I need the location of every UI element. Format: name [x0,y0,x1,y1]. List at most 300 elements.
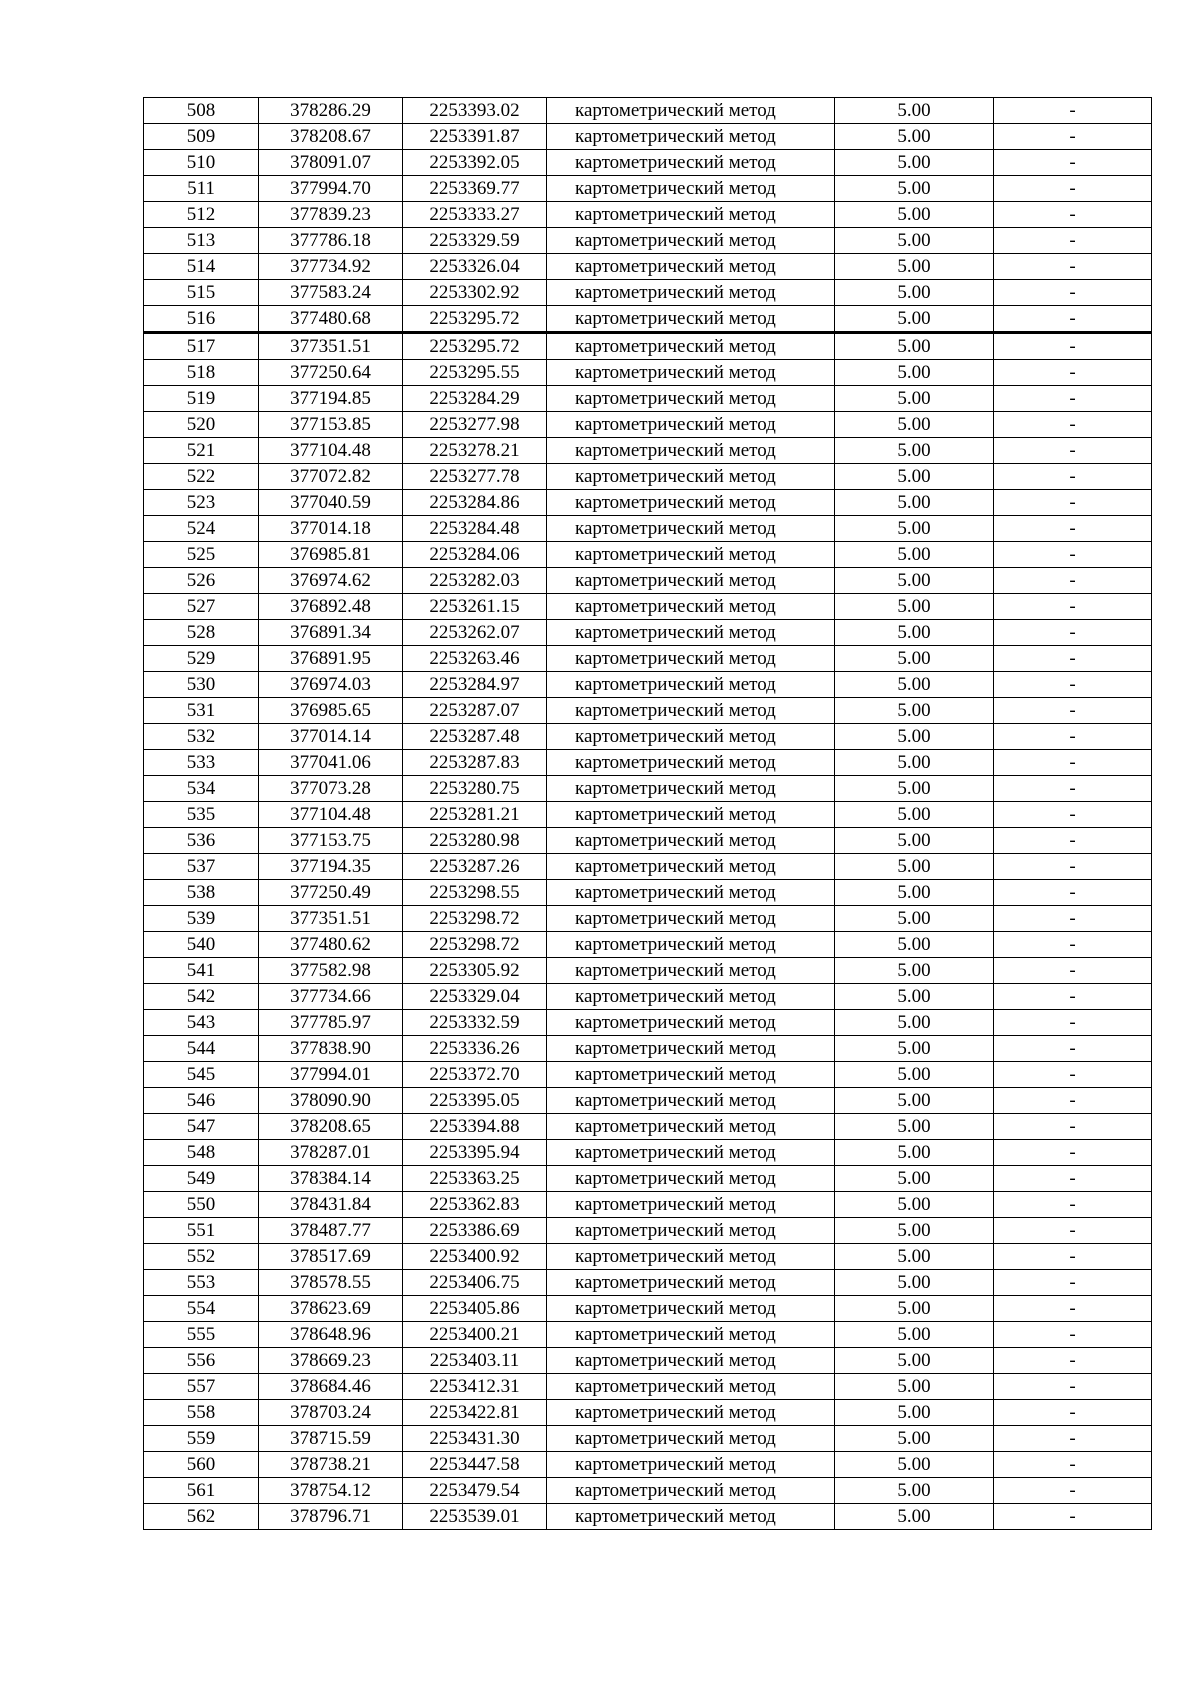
accuracy-cell: 5.00 [835,1218,994,1244]
note-cell: - [994,333,1152,360]
y-coordinate-cell: 2253392.05 [403,150,547,176]
y-coordinate-cell: 2253295.72 [403,306,547,333]
x-coordinate-cell: 377250.64 [259,360,403,386]
point-number-cell: 513 [144,228,259,254]
method-cell: картометрический метод [547,1218,835,1244]
method-cell: картометрический метод [547,1296,835,1322]
table-row [144,254,1152,280]
accuracy-cell: 5.00 [835,412,994,438]
table-row [144,333,1152,360]
y-coordinate-cell: 2253277.78 [403,464,547,490]
table-row [144,854,1152,880]
note-cell: - [994,828,1152,854]
point-number-cell: 550 [144,1192,259,1218]
table-row [144,1400,1152,1426]
y-coordinate-cell: 2253395.05 [403,1088,547,1114]
method-cell: картометрический метод [547,880,835,906]
table-row [144,776,1152,802]
y-coordinate-cell: 2253431.30 [403,1426,547,1452]
method-cell: картометрический метод [547,1192,835,1218]
y-coordinate-cell: 2253332.59 [403,1010,547,1036]
point-number-cell: 559 [144,1426,259,1452]
method-cell: картометрический метод [547,333,835,360]
note-cell: - [994,1114,1152,1140]
note-cell: - [994,254,1152,280]
accuracy-cell: 5.00 [835,386,994,412]
table-row [144,932,1152,958]
method-cell: картометрический метод [547,1036,835,1062]
y-coordinate-cell: 2253298.55 [403,880,547,906]
note-cell: - [994,516,1152,542]
accuracy-cell: 5.00 [835,802,994,828]
accuracy-cell: 5.00 [835,464,994,490]
point-number-cell: 558 [144,1400,259,1426]
y-coordinate-cell: 2253403.11 [403,1348,547,1374]
table-row [144,1062,1152,1088]
table-row [144,724,1152,750]
table-row [144,646,1152,672]
table-row [144,464,1152,490]
x-coordinate-cell: 377785.97 [259,1010,403,1036]
y-coordinate-cell: 2253263.46 [403,646,547,672]
accuracy-cell: 5.00 [835,568,994,594]
table-row [144,386,1152,412]
note-cell: - [994,542,1152,568]
x-coordinate-cell: 377994.70 [259,176,403,202]
method-cell: картометрический метод [547,176,835,202]
x-coordinate-cell: 376891.95 [259,646,403,672]
method-cell: картометрический метод [547,1400,835,1426]
y-coordinate-cell: 2253479.54 [403,1478,547,1504]
point-number-cell: 546 [144,1088,259,1114]
method-cell: картометрический метод [547,1478,835,1504]
accuracy-cell: 5.00 [835,202,994,228]
point-number-cell: 526 [144,568,259,594]
note-cell: - [994,1452,1152,1478]
accuracy-cell: 5.00 [835,176,994,202]
note-cell: - [994,1218,1152,1244]
x-coordinate-cell: 378090.90 [259,1088,403,1114]
y-coordinate-cell: 2253282.03 [403,568,547,594]
note-cell: - [994,802,1152,828]
y-coordinate-cell: 2253391.87 [403,124,547,150]
x-coordinate-cell: 377480.68 [259,306,403,333]
table-row [144,802,1152,828]
point-number-cell: 541 [144,958,259,984]
point-number-cell: 548 [144,1140,259,1166]
method-cell: картометрический метод [547,490,835,516]
accuracy-cell: 5.00 [835,542,994,568]
y-coordinate-cell: 2253287.48 [403,724,547,750]
accuracy-cell: 5.00 [835,1322,994,1348]
table-row [144,984,1152,1010]
y-coordinate-cell: 2253287.26 [403,854,547,880]
y-coordinate-cell: 2253305.92 [403,958,547,984]
point-number-cell: 560 [144,1452,259,1478]
note-cell: - [994,412,1152,438]
point-number-cell: 536 [144,828,259,854]
note-cell: - [994,438,1152,464]
y-coordinate-cell: 2253395.94 [403,1140,547,1166]
point-number-cell: 520 [144,412,259,438]
point-number-cell: 528 [144,620,259,646]
x-coordinate-cell: 377194.85 [259,386,403,412]
x-coordinate-cell: 376891.34 [259,620,403,646]
point-number-cell: 530 [144,672,259,698]
x-coordinate-cell: 376985.81 [259,542,403,568]
x-coordinate-cell: 378287.01 [259,1140,403,1166]
x-coordinate-cell: 377351.51 [259,333,403,360]
point-number-cell: 512 [144,202,259,228]
table-row [144,1166,1152,1192]
method-cell: картометрический метод [547,568,835,594]
x-coordinate-cell: 376892.48 [259,594,403,620]
table-row [144,306,1152,333]
table-row [144,620,1152,646]
point-number-cell: 544 [144,1036,259,1062]
point-number-cell: 518 [144,360,259,386]
x-coordinate-cell: 378669.23 [259,1348,403,1374]
method-cell: картометрический метод [547,932,835,958]
x-coordinate-cell: 378623.69 [259,1296,403,1322]
method-cell: картометрический метод [547,412,835,438]
point-number-cell: 556 [144,1348,259,1374]
note-cell: - [994,386,1152,412]
accuracy-cell: 5.00 [835,1192,994,1218]
table-row [144,516,1152,542]
method-cell: картометрический метод [547,1426,835,1452]
note-cell: - [994,1504,1152,1530]
accuracy-cell: 5.00 [835,438,994,464]
table-row [144,1296,1152,1322]
point-number-cell: 542 [144,984,259,1010]
table-row [144,202,1152,228]
accuracy-cell: 5.00 [835,280,994,306]
x-coordinate-cell: 377014.14 [259,724,403,750]
y-coordinate-cell: 2253326.04 [403,254,547,280]
point-number-cell: 523 [144,490,259,516]
table-row [144,412,1152,438]
x-coordinate-cell: 378517.69 [259,1244,403,1270]
method-cell: картометрический метод [547,202,835,228]
accuracy-cell: 5.00 [835,958,994,984]
x-coordinate-cell: 377786.18 [259,228,403,254]
method-cell: картометрический метод [547,1348,835,1374]
accuracy-cell: 5.00 [835,124,994,150]
point-number-cell: 552 [144,1244,259,1270]
y-coordinate-cell: 2253295.72 [403,333,547,360]
method-cell: картометрический метод [547,1140,835,1166]
y-coordinate-cell: 2253336.26 [403,1036,547,1062]
x-coordinate-cell: 377480.62 [259,932,403,958]
table-row [144,1192,1152,1218]
accuracy-cell: 5.00 [835,698,994,724]
point-number-cell: 540 [144,932,259,958]
note-cell: - [994,124,1152,150]
note-cell: - [994,1166,1152,1192]
point-number-cell: 562 [144,1504,259,1530]
accuracy-cell: 5.00 [835,1062,994,1088]
accuracy-cell: 5.00 [835,306,994,333]
note-cell: - [994,672,1152,698]
note-cell: - [994,280,1152,306]
point-number-cell: 532 [144,724,259,750]
y-coordinate-cell: 2253386.69 [403,1218,547,1244]
method-cell: картометрический метод [547,280,835,306]
method-cell: картометрический метод [547,672,835,698]
table-row [144,568,1152,594]
y-coordinate-cell: 2253281.21 [403,802,547,828]
accuracy-cell: 5.00 [835,1270,994,1296]
table-row [144,490,1152,516]
table-row [144,828,1152,854]
table-row [144,1010,1152,1036]
x-coordinate-cell: 377153.75 [259,828,403,854]
method-cell: картометрический метод [547,542,835,568]
accuracy-cell: 5.00 [835,750,994,776]
x-coordinate-cell: 378648.96 [259,1322,403,1348]
y-coordinate-cell: 2253329.59 [403,228,547,254]
note-cell: - [994,98,1152,124]
point-number-cell: 529 [144,646,259,672]
point-number-cell: 522 [144,464,259,490]
y-coordinate-cell: 2253284.48 [403,516,547,542]
x-coordinate-cell: 377072.82 [259,464,403,490]
point-number-cell: 508 [144,98,259,124]
x-coordinate-cell: 377153.85 [259,412,403,438]
x-coordinate-cell: 377583.24 [259,280,403,306]
table-row [144,1504,1152,1530]
point-number-cell: 514 [144,254,259,280]
method-cell: картометрический метод [547,1504,835,1530]
accuracy-cell: 5.00 [835,1348,994,1374]
method-cell: картометрический метод [547,1062,835,1088]
method-cell: картометрический метод [547,386,835,412]
y-coordinate-cell: 2253284.86 [403,490,547,516]
note-cell: - [994,1348,1152,1374]
accuracy-cell: 5.00 [835,150,994,176]
note-cell: - [994,1426,1152,1452]
x-coordinate-cell: 377734.92 [259,254,403,280]
method-cell: картометрический метод [547,228,835,254]
method-cell: картометрический метод [547,124,835,150]
note-cell: - [994,984,1152,1010]
method-cell: картометрический метод [547,1270,835,1296]
table-row [144,594,1152,620]
accuracy-cell: 5.00 [835,1400,994,1426]
x-coordinate-cell: 377041.06 [259,750,403,776]
point-number-cell: 534 [144,776,259,802]
point-number-cell: 510 [144,150,259,176]
method-cell: картометрический метод [547,1010,835,1036]
method-cell: картометрический метод [547,646,835,672]
method-cell: картометрический метод [547,1452,835,1478]
method-cell: картометрический метод [547,516,835,542]
method-cell: картометрический метод [547,150,835,176]
note-cell: - [994,958,1152,984]
coordinates-table [143,97,1152,1530]
note-cell: - [994,1270,1152,1296]
note-cell: - [994,490,1152,516]
table-row [144,1478,1152,1504]
y-coordinate-cell: 2253284.06 [403,542,547,568]
x-coordinate-cell: 378091.07 [259,150,403,176]
note-cell: - [994,568,1152,594]
y-coordinate-cell: 2253363.25 [403,1166,547,1192]
note-cell: - [994,594,1152,620]
table-row [144,360,1152,386]
y-coordinate-cell: 2253405.86 [403,1296,547,1322]
table-row [144,98,1152,124]
x-coordinate-cell: 378384.14 [259,1166,403,1192]
y-coordinate-cell: 2253287.83 [403,750,547,776]
accuracy-cell: 5.00 [835,1374,994,1400]
accuracy-cell: 5.00 [835,620,994,646]
point-number-cell: 519 [144,386,259,412]
note-cell: - [994,724,1152,750]
accuracy-cell: 5.00 [835,1036,994,1062]
y-coordinate-cell: 2253329.04 [403,984,547,1010]
accuracy-cell: 5.00 [835,984,994,1010]
x-coordinate-cell: 377073.28 [259,776,403,802]
table-row [144,906,1152,932]
y-coordinate-cell: 2253369.77 [403,176,547,202]
x-coordinate-cell: 376985.65 [259,698,403,724]
note-cell: - [994,880,1152,906]
method-cell: картометрический метод [547,1166,835,1192]
y-coordinate-cell: 2253447.58 [403,1452,547,1478]
accuracy-cell: 5.00 [835,1140,994,1166]
note-cell: - [994,698,1152,724]
table-row [144,1088,1152,1114]
note-cell: - [994,620,1152,646]
note-cell: - [994,176,1152,202]
method-cell: картометрический метод [547,854,835,880]
method-cell: картометрический метод [547,438,835,464]
note-cell: - [994,228,1152,254]
x-coordinate-cell: 378796.71 [259,1504,403,1530]
method-cell: картометрический метод [547,1374,835,1400]
point-number-cell: 516 [144,306,259,333]
accuracy-cell: 5.00 [835,1452,994,1478]
point-number-cell: 533 [144,750,259,776]
note-cell: - [994,1478,1152,1504]
accuracy-cell: 5.00 [835,880,994,906]
table-row [144,1244,1152,1270]
point-number-cell: 517 [144,333,259,360]
table-row [144,698,1152,724]
point-number-cell: 527 [144,594,259,620]
y-coordinate-cell: 2253422.81 [403,1400,547,1426]
point-number-cell: 551 [144,1218,259,1244]
x-coordinate-cell: 377838.90 [259,1036,403,1062]
note-cell: - [994,1088,1152,1114]
note-cell: - [994,1140,1152,1166]
point-number-cell: 549 [144,1166,259,1192]
table-row [144,1374,1152,1400]
y-coordinate-cell: 2253412.31 [403,1374,547,1400]
x-coordinate-cell: 378208.67 [259,124,403,150]
method-cell: картометрический метод [547,1322,835,1348]
table-row [144,542,1152,568]
y-coordinate-cell: 2253362.83 [403,1192,547,1218]
note-cell: - [994,1400,1152,1426]
x-coordinate-cell: 378715.59 [259,1426,403,1452]
x-coordinate-cell: 376974.03 [259,672,403,698]
accuracy-cell: 5.00 [835,776,994,802]
point-number-cell: 515 [144,280,259,306]
note-cell: - [994,776,1152,802]
point-number-cell: 557 [144,1374,259,1400]
method-cell: картометрический метод [547,360,835,386]
x-coordinate-cell: 377734.66 [259,984,403,1010]
accuracy-cell: 5.00 [835,1088,994,1114]
table-row [144,1114,1152,1140]
point-number-cell: 511 [144,176,259,202]
y-coordinate-cell: 2253280.75 [403,776,547,802]
y-coordinate-cell: 2253333.27 [403,202,547,228]
table-row [144,1452,1152,1478]
accuracy-cell: 5.00 [835,672,994,698]
point-number-cell: 543 [144,1010,259,1036]
point-number-cell: 531 [144,698,259,724]
x-coordinate-cell: 377104.48 [259,802,403,828]
point-number-cell: 547 [144,1114,259,1140]
table-row [144,124,1152,150]
method-cell: картометрический метод [547,254,835,280]
x-coordinate-cell: 377582.98 [259,958,403,984]
note-cell: - [994,202,1152,228]
point-number-cell: 509 [144,124,259,150]
table-row [144,1426,1152,1452]
table-row [144,280,1152,306]
method-cell: картометрический метод [547,1244,835,1270]
accuracy-cell: 5.00 [835,906,994,932]
table-row [144,958,1152,984]
y-coordinate-cell: 2253400.92 [403,1244,547,1270]
x-coordinate-cell: 378431.84 [259,1192,403,1218]
accuracy-cell: 5.00 [835,594,994,620]
note-cell: - [994,306,1152,333]
y-coordinate-cell: 2253393.02 [403,98,547,124]
x-coordinate-cell: 377994.01 [259,1062,403,1088]
y-coordinate-cell: 2253295.55 [403,360,547,386]
table-row [144,1140,1152,1166]
note-cell: - [994,1192,1152,1218]
table-row [144,1036,1152,1062]
table-row [144,1218,1152,1244]
y-coordinate-cell: 2253280.98 [403,828,547,854]
note-cell: - [994,1322,1152,1348]
table-row [144,150,1152,176]
accuracy-cell: 5.00 [835,228,994,254]
method-cell: картометрический метод [547,828,835,854]
method-cell: картометрический метод [547,698,835,724]
accuracy-cell: 5.00 [835,1244,994,1270]
note-cell: - [994,646,1152,672]
accuracy-cell: 5.00 [835,1296,994,1322]
point-number-cell: 561 [144,1478,259,1504]
accuracy-cell: 5.00 [835,254,994,280]
note-cell: - [994,360,1152,386]
x-coordinate-cell: 377839.23 [259,202,403,228]
method-cell: картометрический метод [547,594,835,620]
method-cell: картометрический метод [547,98,835,124]
table-row [144,672,1152,698]
table-row [144,1348,1152,1374]
note-cell: - [994,1374,1152,1400]
table-row [144,438,1152,464]
